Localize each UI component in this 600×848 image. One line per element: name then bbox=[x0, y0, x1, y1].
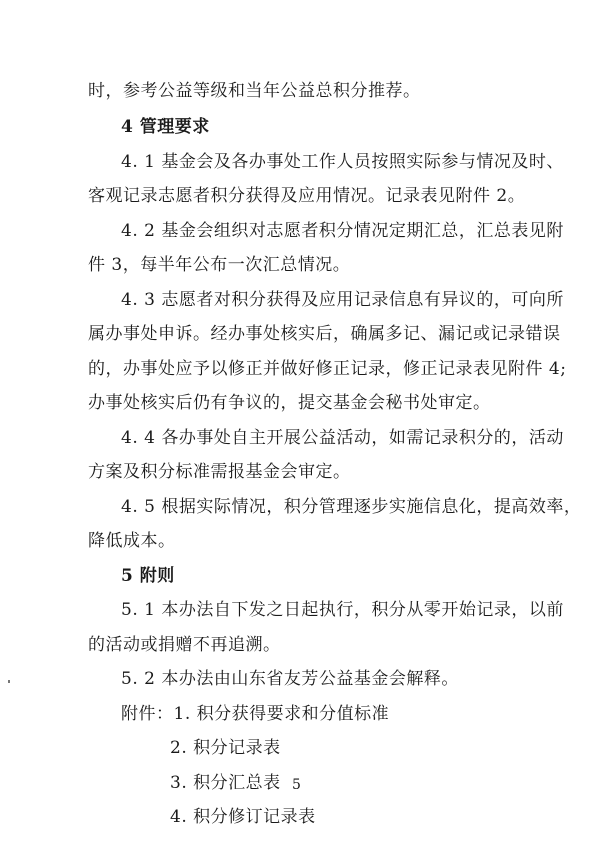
text-line-12: 方案及积分标准需报基金会审定。 bbox=[88, 462, 351, 482]
text-line-17: 的活动或捐赠不再追溯。 bbox=[88, 635, 281, 655]
text-line-3: 4. 1 基金会及各办事处工作人员按照实际参与情况及时、 bbox=[121, 152, 564, 172]
text-line-18: 5. 2 本办法由山东省友芳公益基金会解释。 bbox=[121, 669, 459, 689]
text-line-9: 的，办事处应予以修正并做好修正记录，修正记录表见附件 4; bbox=[88, 359, 567, 379]
text-line-16: 5. 1 本办法自下发之日起执行，积分从零开始记录，以前 bbox=[121, 600, 564, 620]
text-line-4: 客观记录志愿者积分获得及应用情况。记录表见附件 2。 bbox=[88, 186, 526, 206]
attachment-line-4: 4. 积分修订记录表 bbox=[170, 807, 316, 827]
text-line-7: 4. 3 志愿者对积分获得及应用记录信息有异议的，可向所 bbox=[121, 290, 564, 310]
text-line-1: 时，参考公益等级和当年公益总积分推荐。 bbox=[88, 81, 421, 101]
text-line-10: 办事处核实后仍有争议的，提交基金会秘书处审定。 bbox=[88, 393, 491, 413]
attachment-line-3: 3. 积分汇总表 bbox=[170, 773, 281, 793]
scan-speck bbox=[8, 680, 10, 683]
section-heading-4: 4 管理要求 bbox=[121, 117, 210, 137]
text-line-14: 降低成本。 bbox=[88, 531, 176, 551]
text-line-5: 4. 2 基金会组织对志愿者积分情况定期汇总，汇总表见附 bbox=[121, 221, 564, 241]
page-number: 5 bbox=[292, 777, 301, 793]
attachment-line-2: 2. 积分记录表 bbox=[170, 738, 281, 758]
text-line-8: 属办事处申诉。经办事处核实后，确属多记、漏记或记录错误 bbox=[88, 324, 561, 344]
text-line-6: 件 3，每半年公布一次汇总情况。 bbox=[88, 255, 351, 275]
attachment-line-1: 附件：1. 积分获得要求和分值标准 bbox=[121, 704, 390, 724]
section-heading-5: 5 附则 bbox=[121, 566, 175, 586]
text-line-13: 4. 5 根据实际情况，积分管理逐步实施信息化，提高效率， bbox=[121, 497, 582, 517]
text-line-11: 4. 4 各办事处自主开展公益活动，如需记录积分的，活动 bbox=[121, 428, 564, 448]
